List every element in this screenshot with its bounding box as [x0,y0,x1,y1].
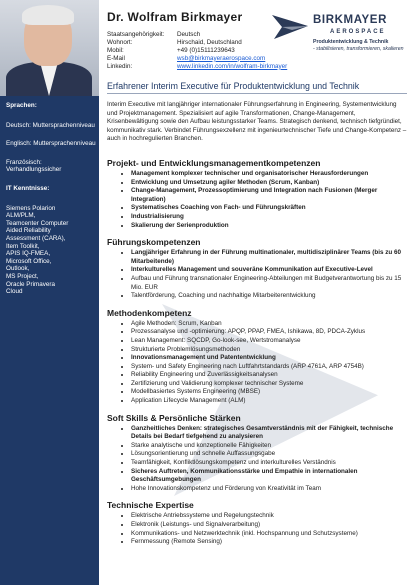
list-item: • Strukturierte Problemlösungsmethoden [131,346,407,355]
contact-label: Staatsangehörigkeit: [107,31,165,38]
contact-row [107,55,287,63]
list-item: • Starke analytische und konzeptionelle Fähigkeiten [131,442,407,451]
contact-label: E-Mail [107,54,125,62]
list-item: • System- und Safety Engineering nach Luftfahrtstandards (ARP 4761A, ARP 4754B) [131,363,407,372]
list-item: • Talentförderung, Coaching und nachhaltige Mitarbeiterentwicklung [131,292,407,301]
list-item: • Change-Management, Prozessoptimierung und Integration nach Fusionen (Merger Integration) [131,187,407,204]
section-heading: Technische Expertise [107,500,194,511]
contact-row [107,39,287,47]
it-skill: Teamcenter Computer [6,219,69,227]
list-item: • Lean Management: SQCDP, Go-look-see, Wertstromanalyse [131,337,407,346]
contact-row [107,47,287,55]
contact-row [107,63,287,71]
list-item: • Industrialisierung [131,213,407,222]
contact-value: Deutsch [177,31,201,38]
section-list [107,512,407,546]
section-heading: Methodenkompetenz [107,307,192,318]
section-heading: Projekt- und Entwicklungsmanagementkompetenzen [107,158,321,168]
language-french: Französisch: Verhandlungssicher [6,158,62,174]
contact-row [107,31,287,39]
contact-value: Hirschaid, Deutschland [177,38,242,46]
section-technical [107,500,407,546]
list-item: • Langjähriger Erfahrung in der Führung multinationaler, multidisziplinärer Teams (bis zu 60 Mitarbeitende) [131,249,407,266]
list-item: • Kommunikations- und Netzwerktechnik (inkl. Hochspannung und Schutzsysteme) [131,530,407,539]
list-item: • Prozessanalyse und -optimierung: APQP, PPAP, FMEA, Ishikawa, 8D, PDCA-Zyklus [131,328,407,337]
contact-label: Wohnort: [107,38,133,46]
list-item: • Elektronik (Leistungs- und Signalverarbeitung) [131,521,407,530]
it-skill: MS Project, [6,272,39,280]
list-item: • Elektrische Antriebssysteme und Regelungstechnik [131,512,407,521]
list-item: • Innovationsmanagement und Patententwicklung [131,354,407,363]
list-item: • Agile Methoden: Scrum, Kanban [131,320,407,329]
logo-name: BIRKMAYER [313,14,387,26]
logo-tagline-1: Produktentwicklung & Technik [313,39,389,45]
list-item: • Zertifizierung und Validierung komplexer technischer Systeme [131,380,407,389]
contact-block [107,31,287,71]
sidebar-text [6,102,96,296]
it-skill: Item Toolkit, [6,242,40,250]
list-item: • Reliability Engineering und Zuverlässigkeitsanalysen [131,371,407,380]
contact-label: Linkedin: [107,62,133,70]
phone-number: +49 (0)15111239643 [177,46,235,54]
section-soft-skills [107,413,407,494]
it-skill: Cloud [6,288,23,296]
list-item: • Systematisches Coaching von Fach- und Führungskräften [131,204,407,213]
list-item: • Ganzheitliches Denken: strategisches Gesamtverständnis mit der Fähigkeit, technische Details bei Bedarf tiefgehend zu analysieren [131,425,407,442]
intro-paragraph: Interim Executive mit langjähriger internationaler Führungserfahrung in Engineering, Systementwicklung und Projektmanagement. Spezialisiert auf agile Transformationen, Change-Management, Krisenbewältigung sowie den Aufbau leistungsstarker Teams. Strategisch denkend, technisch tiefgründiet, kommunikativ stark. Verbindet Führungsexzellenz mit ingenieurtechnischer Tiefe und Change-Kompetenz – auch in hochregulierten Branchen. [107,101,407,143]
list-item: • Teamfähigkeit, Konfliktlösungskompetenz und interkulturelles Verständnis [131,459,407,468]
it-skills-list [6,205,96,296]
section-list [107,249,407,301]
languages-heading: Sprachen: [6,102,37,109]
sidebar [0,0,99,585]
list-item: • Hohe Innovationskompetenz und Förderung von Kreativität im Team [131,485,407,494]
list-item: • Fernmessung (Remote Sensing) [131,538,407,547]
section-list [107,425,407,494]
it-skill: Microsoft Office, [6,257,52,265]
person-name: Dr. Wolfram Birkmayer [107,10,243,24]
list-item: • Application Lifecycle Management (ALM) [131,397,407,406]
language-english: Englisch: Muttersprachenniveau [6,140,96,148]
headline: Erfahrener Interim Executive für Produktentwicklung und Technik [107,81,360,91]
list-item: • Sicheres Auftreten, Kommunikationsstärke und Empathie in internationalen Geschäftsumgebungen [131,468,407,485]
section-heading: Soft Skills & Persönliche Stärken [107,412,241,423]
language-german: Deutsch: Muttersprachenniveau [6,121,95,129]
section-list [107,320,407,406]
list-item: • Skalierung der Serienproduktion [131,222,407,231]
it-heading: IT Kenntnisse: [6,184,50,192]
list-item: • Modellbasiertes Systems Engineering (MBSE) [131,388,407,397]
section-methods [107,308,407,406]
divider [107,93,407,94]
it-skill: Outlook, [6,265,30,273]
list-item: • Entwicklung und Umsetzung agiler Methoden (Scrum, Kanban) [131,179,407,188]
contact-label: Mobil: [107,46,124,54]
linkedin-link[interactable]: www.linkedin.com/in/wolfram-birkmayer [177,62,288,70]
airplane-icon [270,12,310,42]
section-leadership [107,237,407,301]
skills-sections [107,158,407,554]
it-skill: ALM/PLM, [6,212,36,220]
list-item: • Lösungsorientierung und schnelle Auffassungsgabe [131,450,407,459]
section-list [107,170,407,230]
logo-subtitle: AEROSPACE [330,29,386,35]
it-skill: Siemens Polarion [6,204,56,212]
company-logo [268,12,408,64]
it-skill: Oracle Primavera [6,280,55,288]
list-item: • Management komplexer technischer und organisatorischer Herausforderungen [131,170,407,179]
list-item: • Aufbau und Führung transnationaler Engineering-Abteilungen mit Budgetverantwortung bis zu 15 Mio. EUR [131,275,407,292]
profile-photo [0,0,99,96]
list-item: • Interkulturelles Management und souveräne Kommunikation auf Executive-Level [131,266,407,275]
it-skill: Aided Reliability [6,227,51,235]
section-heading: Führungskompetenzen [107,237,201,248]
it-skill: Assessment (CARA), [6,234,66,242]
it-skill: APIS IQ-FMEA, [6,250,51,258]
logo-tagline-2: - stabilisieren, transformieren, skalieren [313,46,404,52]
section-project-management [107,158,407,230]
email-link[interactable]: wsb@birkmayeraerospace.com [177,54,266,62]
